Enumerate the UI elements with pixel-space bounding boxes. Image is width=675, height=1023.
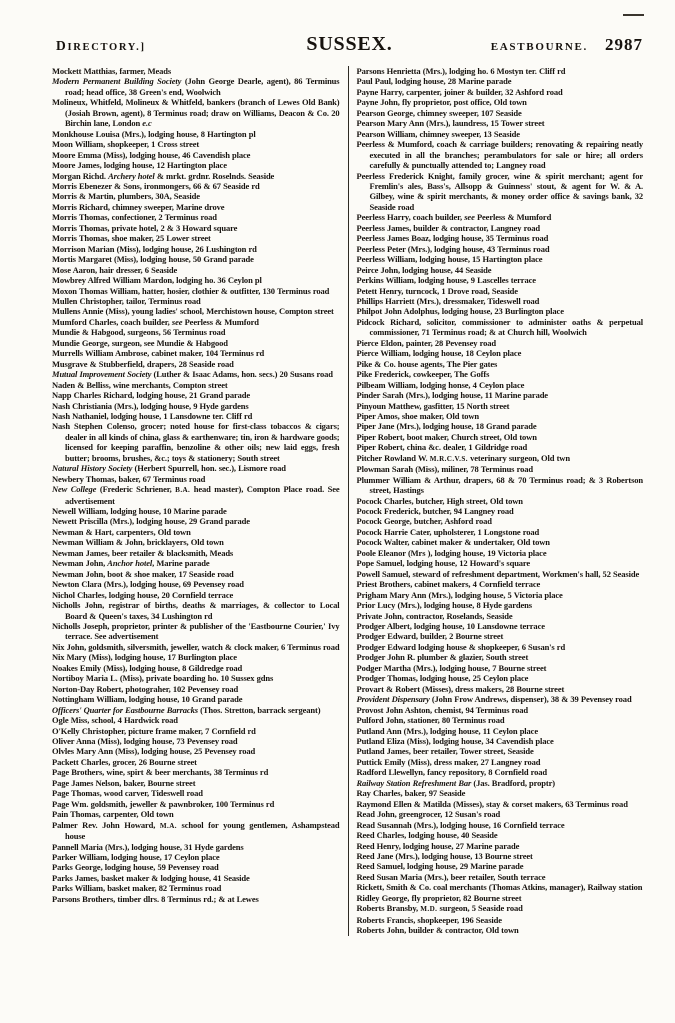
directory-entry: Page Thomas, wood carver, Tideswell road <box>52 788 203 799</box>
directory-entry: Philpot John Adolphus, lodging house, 23 Burlington place <box>356 306 564 317</box>
directory-entry: Reed Henry, lodging house, 27 Marine parade <box>356 840 520 851</box>
directory-entry: Newbery Thomas, baker, 67 Terminus road <box>52 473 206 484</box>
directory-entry: Prigham Mary Ann (Mrs.), lodging house, 5 Victoria place <box>356 589 563 600</box>
directory-entry: Puttick Emily (Miss), dress maker, 27 Langney road <box>356 756 541 767</box>
directory-entry: Putland Eliza (Miss), lodging house, 34 Cavendish place <box>356 736 554 746</box>
directory-entry: Petett Henry, turncock, 1 Drove road, Seaside <box>356 285 518 296</box>
italic-text: Railway Station Refreshment Bar <box>356 777 472 788</box>
directory-entry: Payne John, fly proprietor, post office, Old town <box>356 97 527 108</box>
directory-entry: Peirce John, lodging house, 44 Seaside <box>356 264 492 275</box>
page-number: 2987 <box>605 35 643 54</box>
directory-entry: Mortis Margaret (Miss), lodging house, 50 Grand parade <box>52 254 254 265</box>
directory-entry: Paul Paul, lodging house, 28 Marine parade <box>356 76 512 87</box>
italic-text: Natural History Society <box>52 463 133 474</box>
directory-entry: Phillips Harriett (Mrs.), dressmaker, Tideswell road <box>356 295 540 306</box>
directory-entry: Ray Charles, baker, 97 Seaside <box>356 788 466 799</box>
directory-entry: Nichol Charles, lodging house, 20 Cornfield terrace <box>52 589 234 600</box>
italic-text: New College <box>52 484 97 495</box>
directory-entry: Norton-Day Robert, photograher, 102 Pevensey road <box>52 683 239 694</box>
directory-entry: Private John, contractor, Roselands, Seaside <box>356 610 513 621</box>
directory-entry: Powell Samuel, steward of refreshment department, Workmen's hall, 52 Seaside <box>356 568 640 579</box>
directory-entry: Newman John, boot & shoe maker, 17 Seaside road <box>52 568 234 579</box>
directory-entry: Parks George, lodging house, 59 Pevensey road <box>52 862 219 873</box>
directory-entry: Morris Richard, chimney sweeper, Marine drove <box>52 201 225 212</box>
directory-entry: Parsons Henrietta (Mrs.), lodging ho. 6 Mostyn ter. Cliff rd <box>356 66 566 76</box>
directory-entry: Putland Ann (Mrs.), lodging house, 11 Ceylon place <box>356 725 538 736</box>
directory-entry: Pike Frederick, cowkeeper, The Goffs <box>356 369 490 380</box>
directory-entry: Pike & Co. house agents, The Pier gates <box>356 358 498 369</box>
directory-entry: Mundie George, surgeon, see Mundie & Habgood <box>52 337 228 348</box>
directory-entry: Peerless Peter (Mrs.), lodging house, 43 Terminus road <box>356 243 550 254</box>
directory-entry: Reed Charles, lodging house, 40 Seaside <box>356 830 498 841</box>
directory-entry: Piper Robert, china &c. dealer, 1 Gildridge road <box>356 442 528 453</box>
directory-entry: Ridley George, fly proprietor, 82 Bourne street <box>356 892 522 903</box>
directory-entry: Pocock Charles, butcher, High street, Old town <box>356 495 523 506</box>
directory-entry: Parks William, basket maker, 82 Terminus road <box>52 883 222 894</box>
directory-entry: Mullens Annie (Miss), young ladies' school, Merchistown house, Compton street <box>52 306 334 317</box>
directory-entry: Reed Jane (Mrs.), lodging house, 13 Bourne street <box>356 850 533 861</box>
directory-entry: Prodger Albert, lodging house, 10 Lansdowne terrace <box>356 621 545 632</box>
directory-entry: Pearson Mary Ann (Mrs.), laundress, 15 Tower street <box>356 118 545 129</box>
italic-text: Modern Permanent Building Society <box>52 76 182 87</box>
directory-entry: Railway Station Refreshment Bar (Jas. Bradford, proptr) <box>356 777 555 788</box>
directory-entry: Piper Amos, shoe maker, Old town <box>356 410 480 421</box>
directory-entry: Pocock Walter, cabinet maker & undertaker, Old town <box>356 537 550 548</box>
page-header <box>0 0 675 60</box>
directory-entry: Pannell Maria (Mrs.), lodging house, 31 Hyde gardens <box>52 841 244 852</box>
directory-entry: Natural History Society (Herbert Spurrell, hon. sec.), Lismore road <box>52 463 286 474</box>
small-caps-text: M.D. <box>420 905 438 914</box>
directory-entry: Morris Thomas, confectioner, 2 Terminus road <box>52 212 217 223</box>
directory-entry: Nix Mary (Miss), lodging house, 17 Burlington place <box>52 652 237 663</box>
directory-entry: Newman John, Anchor hotel, Marine parade <box>52 558 210 569</box>
directory-entry: Putland James, beer retailer, Tower street, Seaside <box>356 746 534 757</box>
directory-entry: Morris Thomas, private hotel, 2 & 3 Howard square <box>52 222 238 233</box>
directory-entry: New College (Frederic Schriener, B.A. head master), Compton Place road. See advertisement <box>52 484 340 506</box>
directory-entry: Morris Thomas, shoe maker, 25 Lower street <box>52 233 211 244</box>
directory-entry: Peerless James, builder & contractor, Langney road <box>356 222 540 233</box>
directory-entry: Ogle Miss, school, 4 Hardwick road <box>52 715 178 726</box>
directory-entry: Rickett, Smith & Co. coal merchants (Thomas Atkins, manager), Railway station <box>356 882 643 893</box>
directory-entry: Morris Ebenezer & Sons, ironmongers, 66 & 67 Seaside rd <box>52 180 260 191</box>
directory-entry: Roberts John, builder & contractor, Old town <box>356 925 519 936</box>
directory-entry: Officers' Quarter for Eastbourne Barracks (Thos. Stretton, barrack sergeant) <box>52 704 321 715</box>
directory-entry: Prodger John R. plumber & glazier, South street <box>356 652 529 663</box>
directory-entry: Musgrave & Stubberfield, drapers, 28 Seaside road <box>52 358 234 369</box>
directory-entry: Provident Dispensary (John Frow Andrews, dispenser), 38 & 39 Pevensey road <box>356 694 632 705</box>
directory-entry: Pocock Harrie Cater, upholsterer, 1 Longstone road <box>356 526 540 537</box>
italic-text: e.c <box>142 118 152 129</box>
directory-entry: Roberts Francis, shopkeeper, 196 Seaside <box>356 914 502 925</box>
small-caps-text: B.A. <box>175 486 191 495</box>
directory-entry: Newell William, lodging house, 10 Marine parade <box>52 506 227 517</box>
directory-entry: Moore Emma (Miss), lodging house, 46 Cavendish place <box>52 149 251 160</box>
directory-entry: Read John, greengrocer, 12 Susan's road <box>356 809 501 820</box>
directory-entry: Nicholls John, registrar of births, deaths & marriages, & collector to Local Board & Queen's taxes, 34 Lushington rd <box>52 600 340 621</box>
directory-entry: Peerless James Boaz, lodging house, 35 Terminus road <box>356 233 549 244</box>
directory-entry: Podger Martha (Mrs.), lodging house, 7 Bourne street <box>356 662 547 673</box>
directory-entry: Modern Permanent Building Society (John George Dearle, agent), 86 Terminus road; head office, 38 Green's end, Woolwich <box>52 76 340 97</box>
directory-entry: Newman William & John, bricklayers, Old town <box>52 537 224 548</box>
directory-entry: Priest Brothers, cabinet makers, 4 Cornfield terrace <box>356 579 541 590</box>
directory-entry: Monkhouse Louisa (Mrs.), lodging house, 8 Hartington pl <box>52 128 256 139</box>
italic-text: Anchor hotel <box>107 558 153 569</box>
directory-entry: Mundie & Habgood, surgeons, 56 Terminus road <box>52 327 226 338</box>
directory-entry: Peerless Frederick Knight, family grocer, wine & spirit merchant; agent for Fremlin's ales, Bass's, Allsopp & Guinness' stout, & agent for W. & A. Gilbey, wine & spirit merchants, & money order office & savings bank, 32 Seaside road <box>356 170 643 212</box>
directory-entry: Piper Robert, boot maker, Church street, Old town <box>356 431 537 442</box>
directory-entry: Parker William, lodging house, 17 Ceylon place <box>52 851 220 862</box>
directory-entry: Prodger Edward lodging house & shopkeeper, 6 Susan's rd <box>356 641 566 652</box>
directory-entry: Nicholls Joseph, proprietor, printer & publisher of the 'Eastbourne Courier,' Ivy terrace. See advertisement <box>52 621 340 642</box>
directory-entry: Plowman Sarah (Miss), miliner, 78 Terminus road <box>356 464 533 475</box>
directory-entry: Roberts Bransby, M.D. surgeon, 5 Seaside road <box>356 903 523 914</box>
directory-entry: Pierce William, lodging house, 18 Ceylon place <box>356 348 522 359</box>
directory-entry: Plummer William & Arthur, drapers, 68 & 70 Terminus road; & 3 Robertson street, Hastings <box>356 474 643 496</box>
directory-entry: Raymond Ellen & Matilda (Misses), stay & corset makers, 63 Terminus road <box>356 798 628 809</box>
directory-entry: Payne Harry, carpenter, joiner & builder, 32 Ashford road <box>356 86 563 97</box>
directory-entry: Napp Charles Richard, lodging house, 21 Grand parade <box>52 390 251 401</box>
directory-entry: Page James Nelson, baker, Bourne street <box>52 777 196 788</box>
directory-entry: Oliver Anna (Miss), lodging house, 73 Pevensey road <box>52 736 238 746</box>
directory-entry: Mullen Christopher, tailor, Terminus road <box>52 295 201 306</box>
directory-entry: Newman & Hart, carpenters, Old town <box>52 526 191 537</box>
directory-entry: Molineux, Whitfeld, Molineux & Whitfeld, bankers (branch of Lewes Old Bank) (Josiah Brown, agent), 8 Terminus road; draw on Williams, Deacon & Co. 20 Birchin lane, London e.c <box>52 97 340 129</box>
directory-entry: Pinyoun Matthew, gasfitter, 15 North street <box>356 400 510 411</box>
directory-entry: Radford Llewellyn, fancy repository, 8 Cornfield road <box>356 767 547 778</box>
directory-entry: Palmer Rev. John Howard, M.A. school for young gentlemen, Ashampstead house <box>52 819 340 842</box>
italic-text: Mutual Improvement Society <box>52 369 152 380</box>
directory-entry: Mose Aaron, hair dresser, 6 Seaside <box>52 264 178 275</box>
directory-entry: Pain Thomas, carpenter, Old town <box>52 809 174 820</box>
column-right <box>348 66 644 936</box>
directory-entry: Pope Samuel, lodging house, 12 Howard's square <box>356 558 531 569</box>
italic-text: Officers' Quarter for Eastbourne Barracks <box>52 704 198 715</box>
directory-entry: Peerless William, lodging house, 15 Hartington place <box>356 254 543 265</box>
directory-entry: Pearson George, chimney sweeper, 107 Seaside <box>356 107 522 118</box>
directory-entry: Pocock Frederick, butcher, 94 Langney road <box>356 506 514 517</box>
directory-entry: Mockett Matthias, farmer, Meads <box>52 66 172 76</box>
directory-entry: Reed Susan Maria (Mrs.), beer retailer, South terrace <box>356 871 546 882</box>
town-label: EASTBOURNE. <box>490 41 588 53</box>
directory-entry: Nash Christiania (Mrs.), lodging house, 9 Hyde gardens <box>52 400 249 411</box>
directory-label: DIRECTORY.] <box>56 38 146 53</box>
italic-text: see <box>171 316 183 327</box>
column-left <box>52 66 348 936</box>
directory-entry: Pinder Sarah (Mrs.), lodging house, 11 Marine parade <box>356 390 548 401</box>
directory-entry: Poole Eleanor (Mrs ), lodging house, 19 Victoria place <box>356 547 547 558</box>
italic-text: Archery hotel <box>108 170 155 181</box>
directory-entry: Murrells William Ambrose, cabinet maker, 104 Terminus rd <box>52 348 265 359</box>
directory-entry: Nix John, goldsmith, silversmith, jeweller, watch & clock maker, 6 Terminus road <box>52 641 340 652</box>
directory-entry: Prior Lucy (Mrs.), lodging house, 8 Hyde gardens <box>356 600 532 611</box>
directory-entry: Newton Clara (Mrs.), lodging house, 69 Pevensey road <box>52 579 244 590</box>
small-caps-text: M.R.C.V.S. <box>429 454 468 463</box>
directory-entry: Nottingham William, lodging house, 10 Grand parade <box>52 694 243 705</box>
directory-entry: Pidcock Richard, solicitor, commissioner to administer oaths & perpetual commissioner, 71 Terminus road; & at Church hill, Woolwich <box>356 316 643 338</box>
directory-entry: Prodger Thomas, lodging house, 25 Ceylon place <box>356 673 529 684</box>
directory-entry: Page Brothers, wine, spirt & beer merchants, 38 Terminus rd <box>52 767 269 778</box>
directory-entry: Morris & Martin, plumbers, 30A, Seaside <box>52 191 200 202</box>
directory-entry: Morgan Richd. Archery hotel & mrkt. grdnr. Roselnds. Seaside <box>52 170 275 181</box>
directory-entry: Parsons Brothers, timber dlrs. 8 Terminus rd.; & at Lewes <box>52 893 259 904</box>
directory-entry: Newman James, beer retailer & blacksmith, Meads <box>52 547 234 558</box>
directory-entry: Moon William, shopkeeper, 1 Cross street <box>52 139 200 150</box>
directory-entry: Reed Samuel, lodging house, 29 Marine parade <box>356 861 524 872</box>
directory-entry: Pocock George, butcher, Ashford road <box>356 516 492 527</box>
directory-entry: Pitcher Rowland W. M.R.C.V.S. veterinary surgeon, Old twn <box>356 452 570 463</box>
directory-entry: Mutual Improvement Society (Luther & Isaac Adams, hon. secs.) 20 Susans road <box>52 369 333 380</box>
italic-text: Provident Dispensary <box>356 694 430 705</box>
page-ornament-dash <box>623 14 644 16</box>
directory-entry: Piper Jane (Mrs.), lodging house, 18 Grand parade <box>356 421 537 432</box>
directory-entry: Pilbeam William, lodging honse, 4 Ceylon place <box>356 379 525 390</box>
directory-entry: Pearson William, chimney sweeper, 13 Seaside <box>356 128 520 139</box>
directory-entry: Parks James, basket maker & lodging house, 41 Seaside <box>52 872 250 883</box>
directory-entry: Read Susannah (Mrs.), lodging house, 16 Cornfield terrace <box>356 819 565 830</box>
directory-entry: Newett Priscilla (Mrs.), lodging house, 29 Grand parade <box>52 516 250 527</box>
header-right-group <box>393 35 643 55</box>
small-caps-text: M.A. <box>159 821 177 830</box>
directory-entry: Naden & Belliss, wine merchants, Compton street <box>52 379 228 390</box>
directory-entry: Page Wm. goldsmith, jeweller & pawnbroker, 100 Terminus rd <box>52 798 275 809</box>
directory-entry: Perkins William, lodging house, 9 Lascelles terrace <box>356 275 536 286</box>
directory-entry: Provart & Robert (Misses), dress makers, 28 Bourne street <box>356 683 565 694</box>
directory-entry: Pulford John, stationer, 80 Terminus road <box>356 715 505 726</box>
directory-entry: Noakes Emily (Miss), lodging house, 8 Gildredge road <box>52 662 243 673</box>
directory-entry: Peerless Harry, coach builder, see Peerless & Mumford <box>356 212 552 223</box>
directory-entry: Nortiboy Maria L. (Miss), private boarding ho. 10 Sussex gdns <box>52 673 274 684</box>
directory-entry: Prodger Edward, builder, 2 Bourne street <box>356 631 504 642</box>
directory-entry: O'Kelly Christopher, picture frame maker, 7 Cornfield rd <box>52 725 256 736</box>
directory-entry: Morrison Marian (Miss), lodging house, 26 Lushington rd <box>52 243 257 254</box>
directory-entry: Packett Charles, grocer, 26 Bourne street <box>52 756 197 767</box>
directory-entry: Moxon Thomas William, hatter, hosier, clothier & outfitter, 130 Terminus road <box>52 285 330 296</box>
directory-entry: Moore James, lodging house, 12 Hartington place <box>52 160 227 171</box>
county-title: SUSSEX. <box>306 33 393 55</box>
directory-entry: Provost John Ashton, chemist, 94 Terminus road <box>356 704 529 715</box>
directory-entry: Mumford Charles, coach builder, see Peerless & Mumford <box>52 316 259 327</box>
italic-text: see <box>464 212 475 223</box>
directory-columns <box>0 60 675 936</box>
directory-entry: Nash Nathaniel, lodging house, 1 Lansdowne ter. Cliff rd <box>52 410 253 421</box>
directory-entry: Pierce Eldon, painter, 28 Pevensey road <box>356 337 496 348</box>
directory-entry: Peerless & Mumford, coach & carriage builders; renovating & repairing neatly executed in all the branches; perambulators for sale or hire; all orders carefully & punctually attended to; Langney road <box>356 139 643 171</box>
directory-entry: Olvles Mary Ann (Miss), lodging house, 25 Pevensey road <box>52 746 256 757</box>
directory-entry: Mowbrey Alfred William Mardon, lodging ho. 36 Ceylon pl <box>52 275 262 286</box>
directory-entry: Nash Stephen Colenso, grocer; noted house for first-class tobaccos & cigars; dealer in all kinds of china, glass & earthenware; tin, iron & hardware goods; licensed for keeping paraffin, benzoline & other oils; new laid eggs, fresh butter; brooms, brushes, &c.; toys & stationery; South street <box>52 421 340 463</box>
